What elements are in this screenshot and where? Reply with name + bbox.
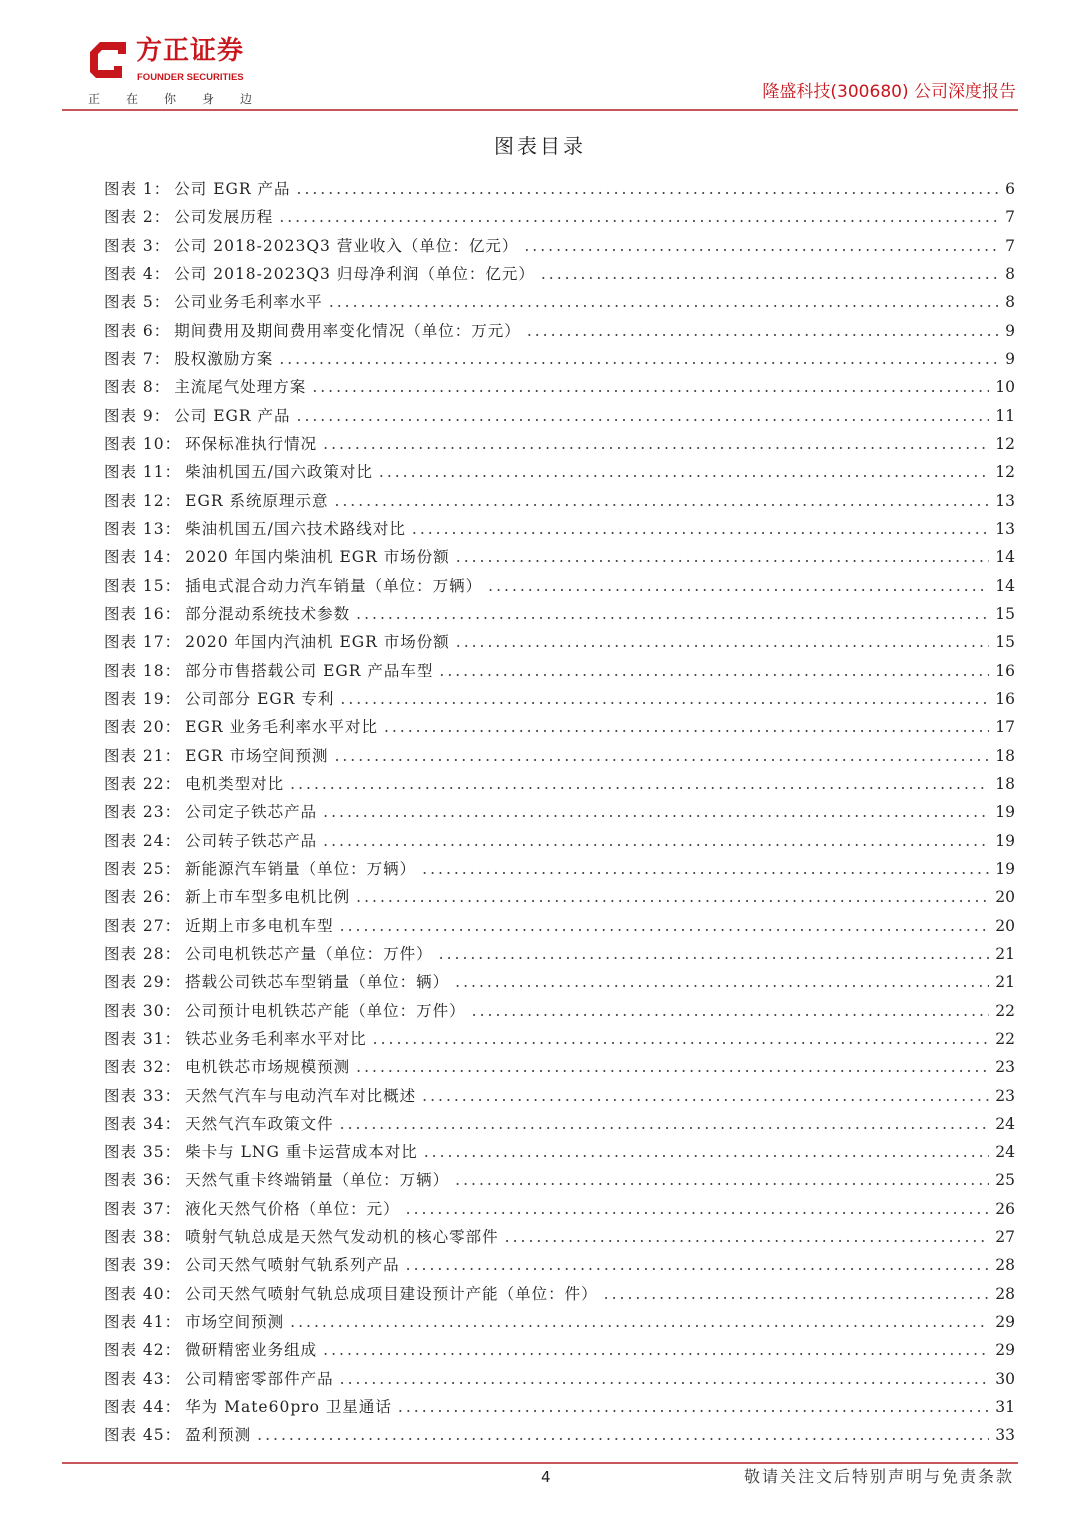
dot-leader [604,1283,990,1305]
logo-mark-icon [88,40,128,80]
dot-leader [488,575,989,597]
entry-label: 图表 18： [104,661,182,680]
entry-page: 12 [995,463,1015,482]
entry-title: 天然气重卡终端销量（单位：万辆） [185,1171,450,1190]
entry-title: 公司天然气喷射气轨系列产品 [185,1256,400,1275]
entry-page: 18 [995,746,1015,765]
entry-label: 图表 2： [104,208,171,227]
entry-title: 电机铁芯市场规模预测 [185,1058,351,1077]
slogan: 正在你身边 [88,92,279,106]
entry-label: 图表 16： [104,604,182,623]
entry-label: 图表 24： [104,831,182,850]
toc-entry[interactable] [104,433,1015,461]
entry-title: 市场空间预测 [185,1313,285,1332]
entry-title: 部分混动系统技术参数 [185,604,351,623]
entry-page: 28 [995,1256,1015,1275]
entry-label: 图表 35： [104,1143,182,1162]
entry-label: 图表 15： [104,576,182,595]
dot-leader [373,1028,990,1050]
entry-page: 21 [995,944,1015,963]
entry-title: 近期上市多电机车型 [185,916,334,935]
toc-entry[interactable] [104,235,1015,263]
entry-page: 9 [1005,349,1015,368]
dot-leader [340,688,989,710]
entry-page: 24 [995,1143,1015,1162]
entry-label: 图表 19： [104,689,182,708]
entry-label: 图表 34： [104,1114,182,1133]
disclaimer-note: 敬请关注文后特别声明与免责条款 [743,1467,1014,1486]
entry-title: 公司电机铁芯产量（单位：万件） [185,944,433,963]
entry-title: 公司 2018-2023Q3 归母净利润（单位：亿元） [174,264,535,283]
entry-page: 26 [995,1199,1015,1218]
toc-entry[interactable] [104,773,1015,801]
entry-page: 20 [995,888,1015,907]
entry-title: 公司发展历程 [174,208,274,227]
entry-page: 11 [995,406,1015,425]
entry-title: 主流尾气处理方案 [174,378,307,397]
entry-page: 31 [995,1398,1015,1417]
entry-title: 柴油机国五/国六技术路线对比 [185,519,406,538]
entry-label: 图表 30： [104,1001,182,1020]
toc-entry[interactable] [104,1085,1015,1113]
toc-entry[interactable] [104,886,1015,914]
entry-label: 图表 36： [104,1171,182,1190]
toc-entry[interactable] [104,1000,1015,1028]
entry-page: 19 [995,803,1015,822]
entry-label: 图表 27： [104,916,182,935]
entry-title: 公司 2018-2023Q3 营业收入（单位：亿元） [174,236,519,255]
toc-entry[interactable] [104,1169,1015,1197]
dot-leader [456,631,990,653]
toc-entry[interactable] [104,320,1015,348]
entry-title: 公司 EGR 产品 [174,406,291,425]
entry-title: 天然气汽车政策文件 [185,1114,334,1133]
entry-label: 图表 44： [104,1398,182,1417]
entry-label: 图表 38： [104,1228,182,1247]
entry-label: 图表 41： [104,1313,182,1332]
entry-page: 16 [995,661,1015,680]
company-logo [88,36,268,90]
dot-leader [323,433,989,455]
logo-english-name: FOUNDER SECURITIES [137,72,244,83]
dot-leader [297,405,990,427]
entry-label: 图表 6： [104,321,171,340]
toc-entry[interactable] [104,1396,1015,1424]
entry-title: 柴卡与 LNG 重卡运营成本对比 [185,1143,418,1162]
toc-entry[interactable] [104,1424,1015,1452]
entry-title: 新上市车型多电机比例 [185,888,351,907]
entry-page: 23 [995,1058,1015,1077]
dot-leader [398,1396,989,1418]
dot-leader [340,1368,990,1390]
entry-label: 图表 14： [104,548,182,567]
entry-title: 公司业务毛利率水平 [174,293,323,312]
entry-page: 22 [995,1029,1015,1048]
entry-label: 图表 31： [104,1029,182,1048]
entry-label: 图表 9： [104,406,171,425]
entry-title: 盈利预测 [185,1426,252,1445]
toc-entry[interactable] [104,575,1015,603]
entry-page: 25 [995,1171,1015,1190]
entry-title: 环保标准执行情况 [185,434,318,453]
toc-entry[interactable] [104,291,1015,319]
entry-title: 插电式混合动力汽车销量（单位：万辆） [185,576,483,595]
entry-page: 17 [995,718,1015,737]
entry-page: 8 [1005,293,1015,312]
toc-entry[interactable] [104,603,1015,631]
entry-title: 新能源汽车销量（单位：万辆） [185,859,417,878]
entry-page: 6 [1005,180,1015,198]
entry-label: 图表 28： [104,944,182,963]
entry-label: 图表 29： [104,973,182,992]
entry-title: 天然气汽车与电动汽车对比概述 [185,1086,417,1105]
entry-label: 图表 4： [104,264,171,283]
entry-title: 2020 年国内柴油机 EGR 市场份额 [185,548,450,567]
entry-page: 21 [995,973,1015,992]
dot-leader [505,1226,990,1248]
entry-label: 图表 43： [104,1369,182,1388]
entry-page: 8 [1005,264,1015,283]
entry-label: 图表 8： [104,378,171,397]
entry-label: 图表 39： [104,1256,182,1275]
entry-label: 图表 23： [104,803,182,822]
dot-leader [323,830,989,852]
dot-leader [334,745,989,767]
entry-title: 部分市售搭载公司 EGR 产品车型 [185,661,434,680]
entry-page: 14 [995,576,1015,595]
dot-leader [290,1311,989,1333]
logo-chinese-name: 方正证券 [136,36,245,66]
toc-entry[interactable] [104,1283,1015,1311]
entry-page: 12 [995,434,1015,453]
entry-title: EGR 市场空间预测 [185,746,329,765]
dot-leader [356,603,989,625]
entry-label: 图表 33： [104,1086,182,1105]
dot-leader [527,320,999,342]
dot-leader [297,178,1000,200]
entry-page: 30 [995,1369,1015,1388]
entry-page: 19 [995,859,1015,878]
entry-page: 15 [995,604,1015,623]
dot-leader [455,971,989,993]
toc-entry[interactable] [104,943,1015,971]
entry-label: 图表 21： [104,746,182,765]
dot-leader [406,1254,990,1276]
dot-leader [412,518,989,540]
toc-entry[interactable] [104,1254,1015,1282]
footer-divider [62,1462,1018,1464]
dot-leader [257,1424,989,1446]
entry-page: 24 [995,1114,1015,1133]
entry-page: 29 [995,1341,1015,1360]
entry-page: 23 [995,1086,1015,1105]
dot-leader [472,1000,990,1022]
entry-title: 股权激励方案 [174,349,274,368]
toc-entry[interactable] [104,546,1015,574]
entry-title: 公司转子铁芯产品 [185,831,318,850]
entry-page: 33 [995,1426,1015,1445]
toc-entry[interactable] [104,1226,1015,1254]
toc-entry[interactable] [104,688,1015,716]
toc-entry[interactable] [104,971,1015,999]
entry-page: 27 [995,1228,1015,1247]
dot-leader [323,1339,989,1361]
toc-entry[interactable] [104,1198,1015,1226]
entry-page: 9 [1005,321,1015,340]
entry-label: 图表 20： [104,718,182,737]
entry-title: 期间费用及期间费用率变化情况（单位：万元） [174,321,521,340]
dot-leader [379,461,989,483]
entry-page: 20 [995,916,1015,935]
entry-title: 公司精密零部件产品 [185,1369,334,1388]
entry-label: 图表 3： [104,236,171,255]
dot-leader [340,915,990,937]
entry-label: 图表 40： [104,1284,182,1303]
toc-entry[interactable] [104,1056,1015,1084]
dot-leader [439,943,990,965]
entry-page: 7 [1005,208,1015,227]
dot-leader [422,1085,989,1107]
entry-label: 图表 13： [104,519,182,538]
toc-entry[interactable] [104,1141,1015,1169]
dot-leader [340,1113,990,1135]
entry-label: 图表 22： [104,774,182,793]
toc-entry[interactable] [104,178,1015,206]
entry-title: 华为 Mate60pro 卫星通话 [185,1398,392,1417]
dot-leader [439,660,989,682]
toc-entry[interactable] [104,1113,1015,1141]
entry-title: 2020 年国内汽油机 EGR 市场份额 [185,633,450,652]
entry-title: 公司 EGR 产品 [174,180,291,198]
toc-entry[interactable] [104,801,1015,829]
dot-leader [356,1056,989,1078]
entry-title: 电机类型对比 [185,774,285,793]
entry-label: 图表 45： [104,1426,182,1445]
entry-page: 28 [995,1284,1015,1303]
entry-title: 铁芯业务毛利率水平对比 [185,1029,367,1048]
toc-entry[interactable] [104,1339,1015,1367]
entry-label: 图表 42： [104,1341,182,1360]
dot-leader [456,546,990,568]
toc-entry[interactable] [104,263,1015,291]
entry-title: 柴油机国五/国六政策对比 [185,463,373,482]
dot-leader [406,1198,990,1220]
dot-leader [541,263,999,285]
entry-title: EGR 系统原理示意 [185,491,329,510]
entry-label: 图表 26： [104,888,182,907]
entry-label: 图表 5： [104,293,171,312]
toc-entry[interactable] [104,206,1015,234]
dot-leader [422,858,989,880]
entry-page: 19 [995,831,1015,850]
entry-title: 搭载公司铁芯车型销量（单位：辆） [185,973,450,992]
dot-leader [279,348,999,370]
toc-entry[interactable] [104,631,1015,659]
toc-entry[interactable] [104,830,1015,858]
entry-label: 图表 7： [104,349,171,368]
toc-entry[interactable] [104,915,1015,943]
toc-entry[interactable] [104,660,1015,688]
entry-label: 图表 10： [104,434,182,453]
entry-page: 13 [995,519,1015,538]
entry-label: 图表 25： [104,859,182,878]
dot-leader [524,235,999,257]
page-title: 图表目录 [494,134,586,158]
toc-entry[interactable] [104,1368,1015,1396]
entry-label: 图表 12： [104,491,182,510]
entry-title: EGR 业务毛利率水平对比 [185,718,378,737]
entry-label: 图表 1： [104,180,171,198]
entry-title: 公司部分 EGR 专利 [185,689,335,708]
entry-label: 图表 17： [104,633,182,652]
toc-entry[interactable] [104,858,1015,886]
table-of-figures [104,178,1015,1453]
page-number: 4 [541,1468,551,1486]
dot-leader [312,376,989,398]
entry-page: 15 [995,633,1015,652]
entry-label: 图表 11： [104,463,182,482]
toc-entry[interactable] [104,1028,1015,1056]
dot-leader [323,801,989,823]
dot-leader [290,773,989,795]
dot-leader [455,1169,989,1191]
toc-entry[interactable] [104,461,1015,489]
dot-leader [384,716,989,738]
toc-entry[interactable] [104,490,1015,518]
entry-label: 图表 37： [104,1199,182,1218]
entry-title: 公司天然气喷射气轨总成项目建设预计产能（单位：件） [185,1284,598,1303]
toc-entry[interactable] [104,745,1015,773]
toc-entry[interactable] [104,518,1015,546]
header-divider [62,109,1018,111]
toc-entry[interactable] [104,405,1015,433]
dot-leader [329,291,999,313]
dot-leader [334,490,989,512]
entry-title: 液化天然气价格（单位：元） [185,1199,400,1218]
entry-page: 16 [995,689,1015,708]
dot-leader [424,1141,990,1163]
entry-page: 10 [995,378,1015,397]
entry-title: 微研精密业务组成 [185,1341,318,1360]
dot-leader [356,886,989,908]
toc-entry[interactable] [104,376,1015,404]
dot-leader [279,206,999,228]
entry-title: 喷射气轨总成是天然气发动机的核心零部件 [185,1228,499,1247]
toc-entry[interactable] [104,348,1015,376]
toc-entry[interactable] [104,1311,1015,1339]
entry-title: 公司预计电机铁芯产能（单位：万件） [185,1001,466,1020]
entry-page: 22 [995,1001,1015,1020]
toc-entry[interactable] [104,716,1015,744]
entry-page: 18 [995,774,1015,793]
report-title: 隆盛科技(300680) 公司深度报告 [762,82,1016,102]
entry-page: 13 [995,491,1015,510]
entry-page: 14 [995,548,1015,567]
entry-page: 29 [995,1313,1015,1332]
entry-page: 7 [1005,236,1015,255]
entry-label: 图表 32： [104,1058,182,1077]
entry-title: 公司定子铁芯产品 [185,803,318,822]
